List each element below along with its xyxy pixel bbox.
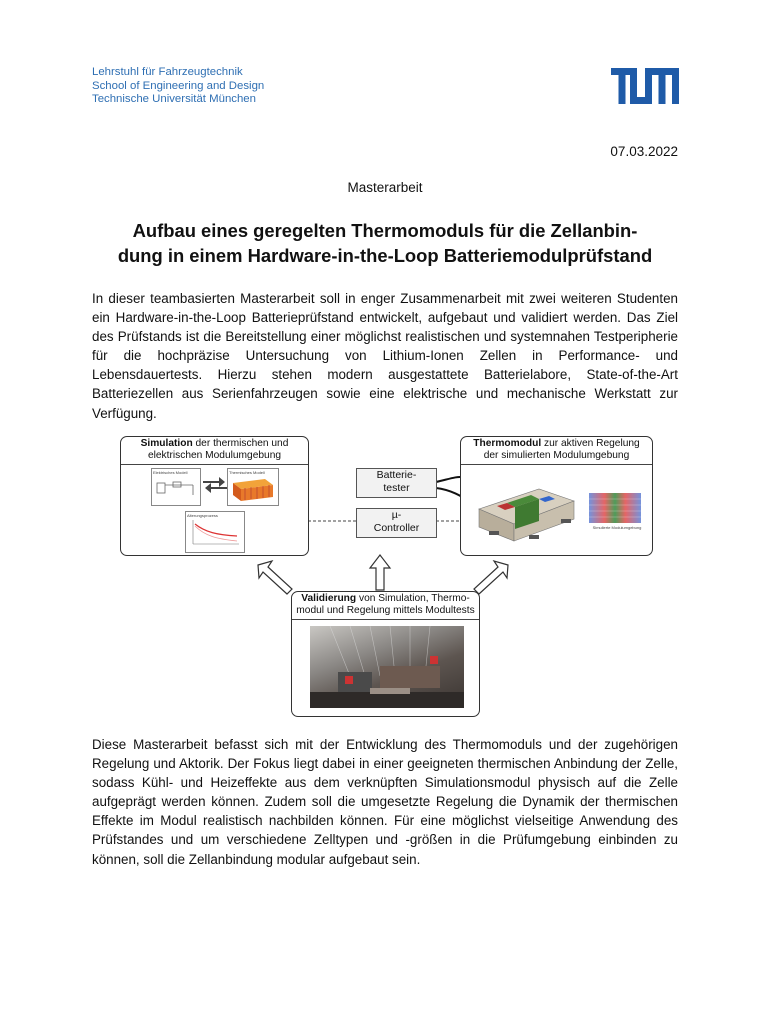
- battery-tester-line2: tester: [383, 481, 410, 494]
- simulation-label-bold: Simulation: [140, 438, 193, 449]
- validierung-box-header: [292, 592, 479, 620]
- electrical-model-thumb: [151, 468, 201, 506]
- title-line: dung in einem Hardware-in-the-Loop Batteriemodulprüfstand: [117, 245, 653, 266]
- institute-line: Technische Universität München: [92, 93, 256, 106]
- thermomodul-label-bold: Thermomodul: [473, 438, 542, 449]
- thermomodul-render: [469, 469, 581, 547]
- thermal-caption: Simulierte Modulumgebung: [592, 525, 642, 530]
- exchange-arrows-icon: [203, 475, 227, 493]
- institute-line: Lehrstuhl für Fahrzeugtechnik: [92, 66, 243, 78]
- institute-line: School of Engineering and Design: [92, 79, 265, 92]
- battery-tester-box: [356, 468, 437, 498]
- thermal-model-label: Thermisches Modell: [229, 470, 265, 475]
- cell-stack-icon: [229, 475, 275, 501]
- document-type: Masterarbeit: [347, 180, 423, 195]
- validierung-label-bold: Validierung: [301, 593, 357, 604]
- simulation-box-header: [121, 437, 308, 465]
- validierung-label-line2: modul und Regelung mittels Modultests: [296, 605, 475, 617]
- aging-chart-label: Alterungsprozess: [187, 513, 218, 518]
- thermal-model-thumb: [227, 468, 279, 506]
- thermomodul-label-rest: zur aktiven Regelung: [541, 438, 640, 449]
- simulation-label-rest: der thermischen und: [192, 438, 289, 449]
- aging-curve-icon: [187, 518, 241, 548]
- thermomodul-label-line2: der simulierten Modulumgebung: [483, 450, 630, 462]
- module-test-photo: [310, 626, 464, 708]
- electrical-model-label: Elektrisches Modell: [153, 470, 188, 475]
- thermomodul-box: [460, 436, 653, 556]
- validierung-label-rest: von Simulation, Thermo-: [356, 593, 470, 604]
- intro-paragraph: In dieser teambasierten Masterarbeit soll in enger Zusammenarbeit mit zwei weiteren Studenten ein Hardware-in-the-Loop Batterieprüfstand entwickelt, aufgebaut und validiert werden. Das Ziel des Prüfstands ist die Bereitstellung einer möglichst realistischen und systemnahen Testperipherie für die hochpräzise Untersuchung von Lithium-Ionen Zellen in Performance- und Lebensdauertests. Hierzu stehen modern ausgestattete Batterielabore, State-of-the-Art Batteriezellen aus Serienfahrzeugen sowie eine elektrische und mechanische Werkstatt zur Verfügung.: [92, 291, 678, 421]
- simulation-box: [120, 436, 309, 556]
- test-rig-illustration: [310, 626, 464, 708]
- battery-tester-line1: Batterie-: [376, 469, 417, 481]
- controller-box: [356, 508, 437, 538]
- aging-chart-thumb: [185, 511, 245, 553]
- controller-line1: µ-: [391, 509, 402, 521]
- body-paragraph: Diese Masterarbeit befasst sich mit der Entwicklung des Thermomoduls und der zugehörigen Regelung und Aktorik. Der Fokus liegt dabei in einer geeigneten thermischen Anbindung der Zelle, sodass Kühl- und Heizeffekte aus dem verknüpften Simulationsmodul physisch auf die Zelle aufgeprägt werden können. Zudem soll die umgesetzte Regelung die Dynamik der thermischen Effekte im Modul realistisch nachbilden können. Für eine möglichst vielseitige Anwendung des Prüfstandes und um verschiedene Zelltypen und -größen in die Prüfumgebung einbinden zu können, soll die Zellanbindung modular aufgebaut sein.: [92, 737, 678, 867]
- simulation-label-line2: elektrischen Modulumgebung: [147, 450, 282, 462]
- thermomodul-box-header: [461, 437, 652, 465]
- document-date: 07.03.2022: [610, 144, 678, 159]
- thermal-gradient-image: [589, 493, 641, 529]
- controller-line2: Controller: [373, 521, 420, 534]
- circuit-icon: [153, 475, 197, 499]
- title-line: Aufbau eines geregelten Thermomoduls für die Zellanbin-: [132, 220, 638, 241]
